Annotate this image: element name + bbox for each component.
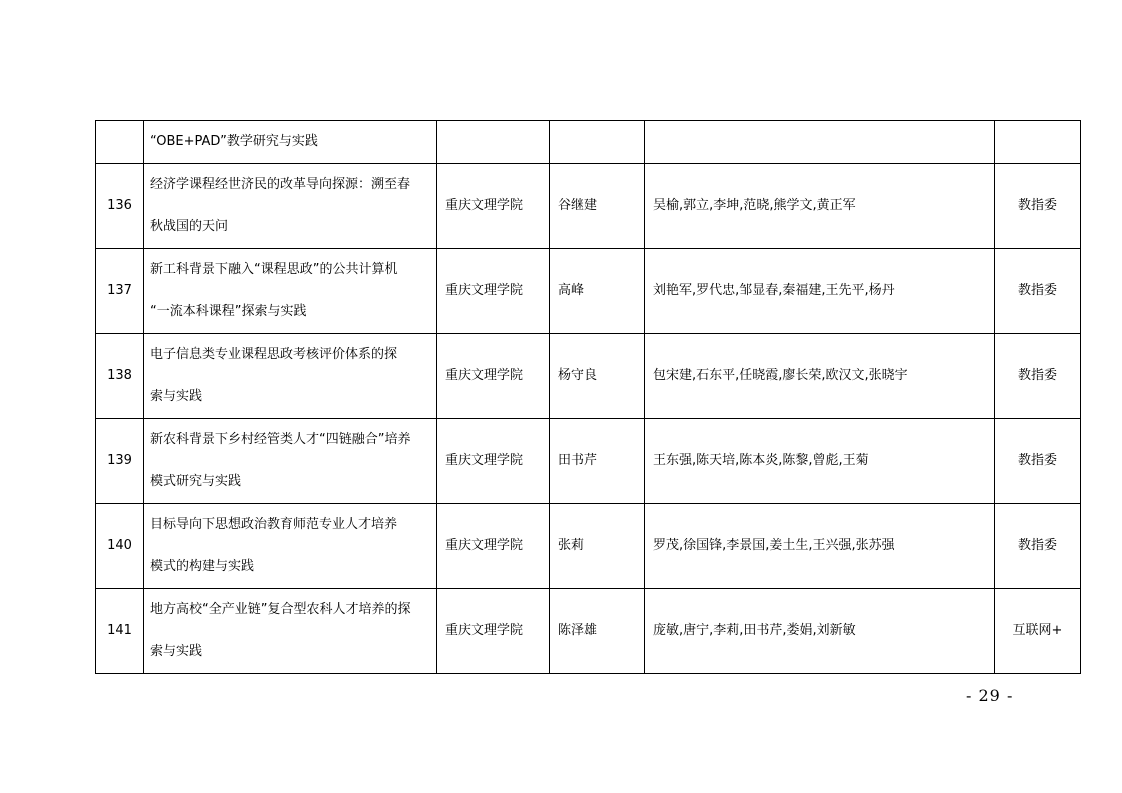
school-name: 重庆文理学院 — [437, 419, 550, 504]
table-row — [96, 419, 1081, 504]
project-title-line: 模式的构建与实践 — [150, 559, 255, 574]
project-title-line: 经济学课程经世济民的改革导向探源：溯至春 — [150, 177, 411, 192]
project-title-line: 索与实践 — [150, 644, 203, 659]
school-name: 重庆文理学院 — [437, 589, 550, 674]
project-members: 王东强,陈天培,陈本炎,陈黎,曾彪,王菊 — [645, 419, 995, 504]
row-number: 139 — [96, 419, 144, 504]
project-leader: 田书芹 — [550, 419, 645, 504]
table-row — [96, 334, 1081, 419]
project-title-line: 模式研究与实践 — [150, 474, 242, 489]
project-category: 教指委 — [995, 334, 1081, 419]
project-members: 吴榆,郭立,李坤,范晓,熊学文,黄正军 — [645, 164, 995, 249]
page-number: - 29 - — [966, 686, 1014, 705]
project-leader: 陈泽雄 — [550, 589, 645, 674]
project-title — [144, 164, 437, 249]
project-title — [144, 249, 437, 334]
row-number: 140 — [96, 504, 144, 589]
row-number: 137 — [96, 249, 144, 334]
project-title-line: 索与实践 — [150, 389, 203, 404]
project-category: 教指委 — [995, 504, 1081, 589]
project-title-line: 电子信息类专业课程思政考核评价体系的探 — [150, 347, 398, 362]
project-category: 互联网+ — [995, 589, 1081, 674]
project-title — [144, 589, 437, 674]
project-members — [645, 121, 995, 164]
project-category — [995, 121, 1081, 164]
table-row — [96, 249, 1081, 334]
project-title-line: “一流本科课程”探索与实践 — [150, 304, 307, 319]
project-title-line: 新工科背景下融入“课程思政”的公共计算机 — [150, 262, 398, 277]
project-leader — [550, 121, 645, 164]
project-title-line: 目标导向下思想政治教育师范专业人才培养 — [150, 517, 398, 532]
project-leader: 张莉 — [550, 504, 645, 589]
project-title-line: 秋战国的天问 — [150, 219, 229, 234]
school-name: 重庆文理学院 — [437, 164, 550, 249]
project-title: “OBE+PAD”教学研究与实践 — [144, 121, 437, 164]
school-name: 重庆文理学院 — [437, 249, 550, 334]
table-row — [96, 504, 1081, 589]
project-members: 庞敏,唐宁,李莉,田书芹,娄娟,刘新敏 — [645, 589, 995, 674]
school-name: 重庆文理学院 — [437, 334, 550, 419]
project-category: 教指委 — [995, 419, 1081, 504]
project-category: 教指委 — [995, 249, 1081, 334]
project-leader: 谷继建 — [550, 164, 645, 249]
school-name — [437, 121, 550, 164]
project-table — [95, 120, 1081, 674]
row-number: 141 — [96, 589, 144, 674]
school-name: 重庆文理学院 — [437, 504, 550, 589]
project-title — [144, 504, 437, 589]
project-title — [144, 419, 437, 504]
project-title — [144, 334, 437, 419]
project-title-line: 地方高校“全产业链”复合型农科人才培养的探 — [150, 602, 411, 617]
row-number: 138 — [96, 334, 144, 419]
table-row — [96, 589, 1081, 674]
project-members: 包宋建,石东平,任晓霞,廖长荣,欧汉文,张晓宇 — [645, 334, 995, 419]
table-row — [96, 164, 1081, 249]
project-members: 罗茂,徐国锋,李景国,姜土生,王兴强,张苏强 — [645, 504, 995, 589]
project-title-line: 新农科背景下乡村经管类人才“四链融合”培养 — [150, 432, 411, 447]
row-number — [96, 121, 144, 164]
row-number: 136 — [96, 164, 144, 249]
project-leader: 高峰 — [550, 249, 645, 334]
project-category: 教指委 — [995, 164, 1081, 249]
table-row — [96, 121, 1081, 164]
project-leader: 杨守良 — [550, 334, 645, 419]
project-members: 刘艳军,罗代忠,邹显春,秦福建,王先平,杨丹 — [645, 249, 995, 334]
